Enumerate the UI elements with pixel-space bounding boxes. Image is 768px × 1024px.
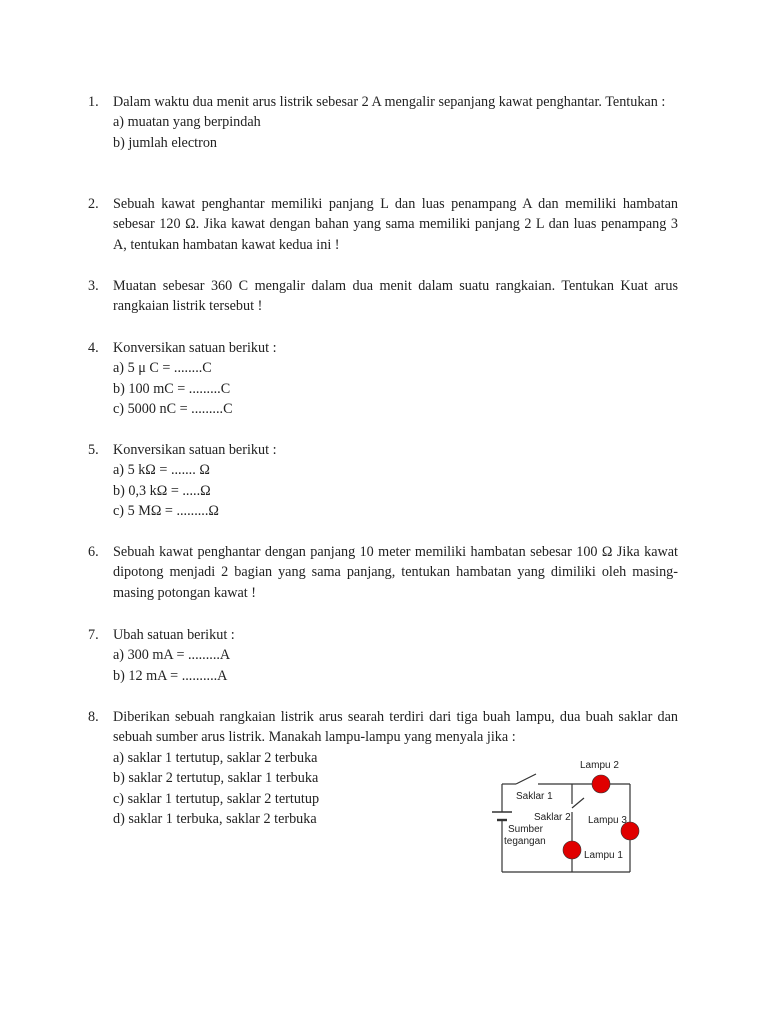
switch-2-label: Saklar 2 xyxy=(534,812,571,823)
sub-item: c) 5000 nC = .........C xyxy=(113,401,233,418)
sub-item: a) muatan yang berpindah xyxy=(113,114,261,131)
circuit-diagram xyxy=(470,752,650,877)
lamp-1-label: Lampu 1 xyxy=(584,850,623,861)
sub-item: a) saklar 1 tertutup, saklar 2 terbuka xyxy=(113,749,318,766)
question-text: Muatan sebesar 360 C mengalir dalam dua menit dalam suatu rangkaian. Tentukan Kuat arus rangkaian listrik tersebut ! xyxy=(113,278,678,315)
switch-2-symbol xyxy=(572,798,584,808)
switch-1-label: Saklar 1 xyxy=(516,791,553,802)
question-text: Dalam waktu dua menit arus listrik sebesar 2 A mengalir sepanjang kawat penghantar. Tentukan : xyxy=(113,94,666,110)
question-number: 1. xyxy=(88,94,99,110)
question-text: Diberikan sebuah rangkaian listrik arus searah terdiri dari tiga buah lampu, dua buah saklar dan sebuah sumber arus listrik. Manakah lampu-lampu yang menyala jika : xyxy=(113,709,678,746)
lamp-2-label: Lampu 2 xyxy=(580,760,619,771)
battery-symbol xyxy=(492,812,512,820)
question-number: 5. xyxy=(88,442,99,458)
question-text: Sebuah kawat penghantar dengan panjang 10 meter memiliki hambatan sebesar 100 Ω Jika kawat dipotong menjadi 2 bagian yang sama panjang, tentukan hambatan yang dimiliki oleh masing-masing potongan kawat ! xyxy=(113,544,678,601)
question-6 xyxy=(88,542,678,603)
lamp-1-symbol xyxy=(563,841,581,859)
question-number: 7. xyxy=(88,627,99,643)
source-label-line2: tegangan xyxy=(504,836,546,847)
question-text: Sebuah kawat penghantar memiliki panjang L dan luas penampang A dan memiliki hambatan sebesar 120 Ω. Jika kawat dengan bahan yang sama memiliki panjang 2 L dan luas penampang 3 A, tentukan hambatan kawat kedua ini ! xyxy=(113,196,678,253)
question-1 xyxy=(88,92,678,153)
question-number: 2. xyxy=(88,196,99,212)
source-label-line1: Sumber xyxy=(508,824,544,835)
sub-item: d) saklar 1 terbuka, saklar 2 terbuka xyxy=(113,811,317,828)
sub-item: b) 12 mA = ..........A xyxy=(113,667,228,684)
sub-item: a) 5 μ C = ........C xyxy=(113,360,212,377)
question-number: 4. xyxy=(88,340,99,356)
sub-item: b) saklar 2 tertutup, saklar 1 terbuka xyxy=(113,770,319,787)
question-text: Konversikan satuan berikut : xyxy=(113,340,277,356)
lamp-3-label: Lampu 3 xyxy=(588,815,627,826)
question-3 xyxy=(88,276,678,317)
question-text: Konversikan satuan berikut : xyxy=(113,442,277,458)
question-number: 6. xyxy=(88,544,99,560)
sub-item: a) 300 mA = .........A xyxy=(113,647,231,664)
question-5 xyxy=(88,440,678,522)
sub-item: b) 100 mC = .........C xyxy=(113,380,231,397)
sub-item: b) jumlah electron xyxy=(113,134,218,151)
lamp-2-symbol xyxy=(592,775,610,793)
question-number: 3. xyxy=(88,278,99,294)
sub-item: c) saklar 1 tertutup, saklar 2 tertutup xyxy=(113,790,320,807)
switch-1-symbol xyxy=(516,774,536,784)
question-text: Ubah satuan berikut : xyxy=(113,627,235,643)
question-7 xyxy=(88,625,678,686)
question-2 xyxy=(88,194,678,255)
question-4 xyxy=(88,338,678,420)
sub-item: c) 5 MΩ = .........Ω xyxy=(113,503,219,520)
sub-item: b) 0,3 kΩ = .....Ω xyxy=(113,482,211,499)
sub-item: a) 5 kΩ = ....... Ω xyxy=(113,462,210,479)
question-number: 8. xyxy=(88,709,99,725)
